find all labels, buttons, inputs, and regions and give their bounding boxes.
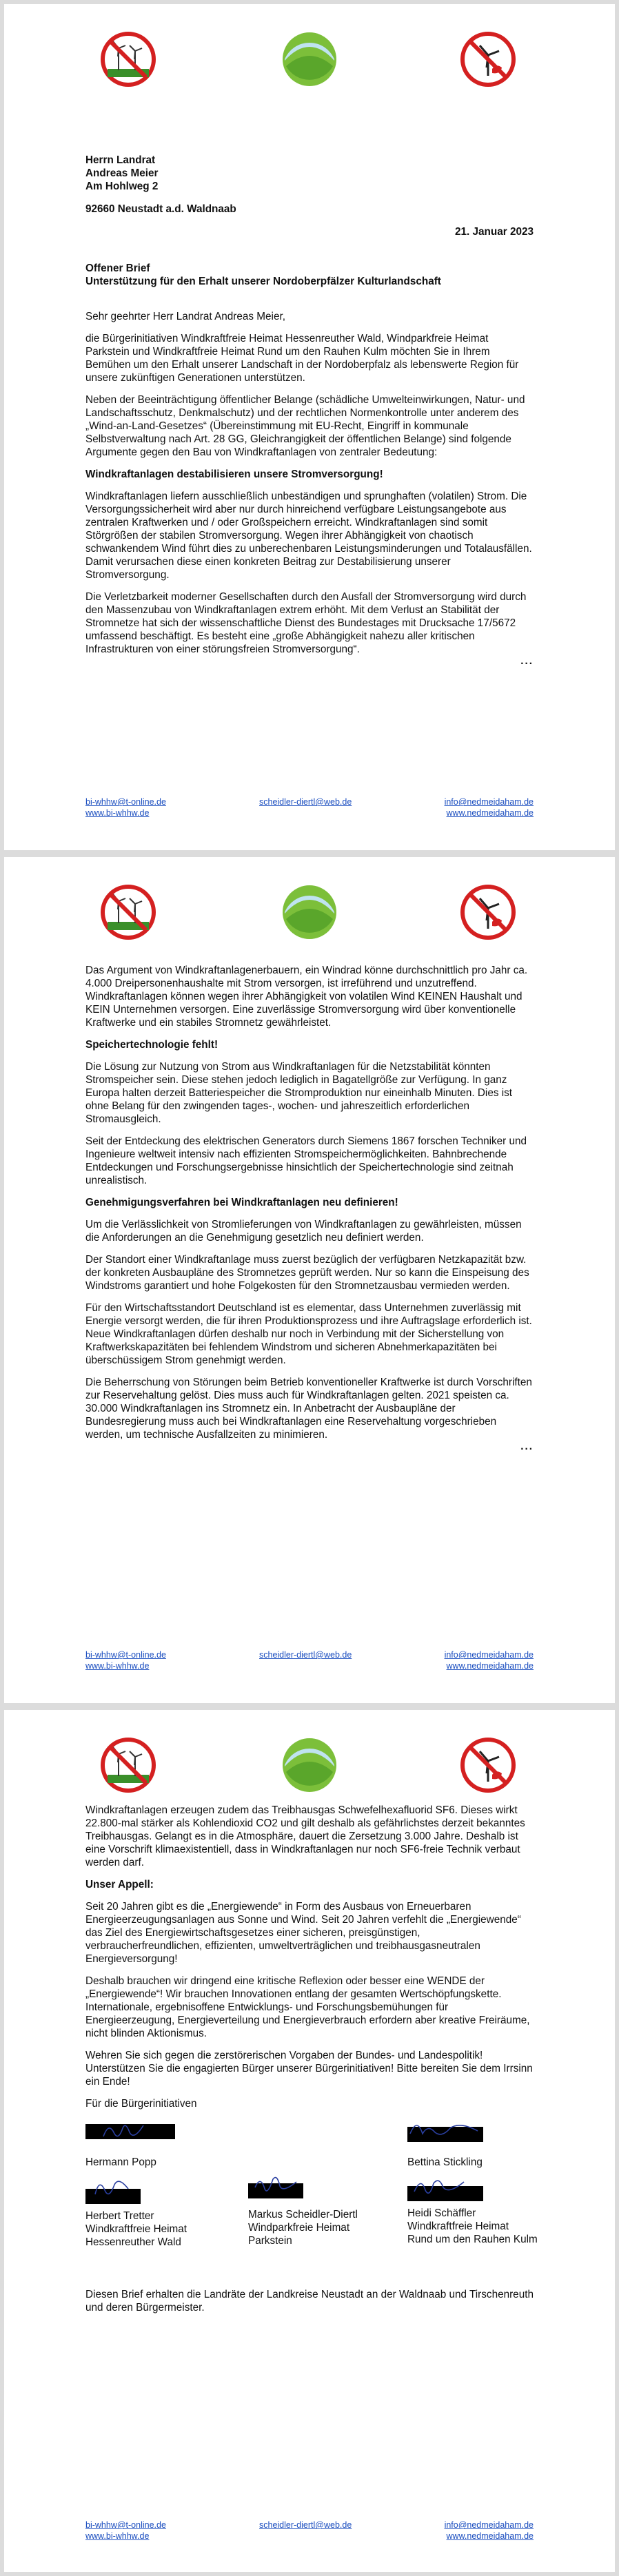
signer-org-line-1: Windkraftfreie Heimat xyxy=(85,2223,187,2235)
signer-org-line-2: Parkstein xyxy=(248,2235,292,2247)
footer-web-link[interactable]: www.bi-whhw.de xyxy=(85,2531,150,2541)
signature-schaeffler xyxy=(407,2182,545,2246)
footer-col-2 xyxy=(259,2520,352,2531)
signer-org-line-2: Hessenreuther Wald xyxy=(85,2236,181,2248)
closing: Für die Bürgerinitiativen xyxy=(85,2098,197,2110)
distribution-note: Diesen Brief erhalten die Landräte der Landkreise Neustadt an der Waldnaab und Tirschenreuth und deren Bürgermeister. xyxy=(85,2289,534,2314)
footer-email-link[interactable]: info@nedmeidaham.de xyxy=(444,1650,534,1660)
logo-row xyxy=(4,30,615,92)
letter-body-page-3 xyxy=(85,1804,538,2323)
paragraph: Für den Wirtschaftsstandort Deutschland ist es elementar, dass Unternehmen zuverlässig mit Energie versorgt werden, die für ihren Produktionsprozess und ihre Auftragslage erforderlich ist. Neue Windkraftanlagen dürfen deshalb nur noch in Verbindung mit der Sicherstellung von Kraftwerkskapazitäten bei fehlendem Windstrom und sicheren Abnehmerkapazitäten bei überschüssigem Strom genehmigt werden. xyxy=(85,1302,532,1366)
turbine-crossed-logo xyxy=(459,30,517,88)
recipient-city: 92660 Neustadt a.d. Waldnaab xyxy=(85,203,236,215)
recipient-name: Andreas Meier xyxy=(85,167,159,179)
signer-name: Markus Scheidler-Diertl xyxy=(248,2209,358,2220)
green-hill-logo xyxy=(281,1736,338,1794)
footer-email-link[interactable]: scheidler-diertl@web.de xyxy=(259,2520,352,2530)
signature-popp xyxy=(85,2124,182,2169)
letter-page-3 xyxy=(4,1710,615,2572)
subject-line-2: Unterstützung für den Erhalt unserer Nordoberpfälzer Kulturlandschaft xyxy=(85,276,441,287)
logo-row xyxy=(4,883,615,945)
letter-page-1 xyxy=(4,4,615,850)
handwritten-signature xyxy=(407,2117,483,2141)
wind-turbines-crossed-logo xyxy=(99,30,157,88)
footer-email-link[interactable]: scheidler-diertl@web.de xyxy=(259,1650,352,1660)
footer-web-link[interactable]: www.nedmeidaham.de xyxy=(446,1661,534,1671)
paragraph: Seit der Entdeckung des elektrischen Generators durch Siemens 1867 forschen Techniker und Ingenieure weltweit intensiv nach effizienten Stromspeichermöglichkeiten. Bahnbrechende Entdeckungen und Forschungsergebnisse hinsichtlich der Speichertechnologie sind zeitnah unrealistisch. xyxy=(85,1135,527,1186)
handwritten-signature xyxy=(92,2175,134,2198)
footer-col-1 xyxy=(85,796,166,818)
section-heading: Windkraftanlagen destabilisieren unsere Stromversorgung! xyxy=(85,468,383,480)
letter-subject xyxy=(85,262,534,288)
green-hill-logo xyxy=(281,30,338,88)
footer-web-link[interactable]: www.bi-whhw.de xyxy=(85,808,150,818)
wind-turbines-crossed-logo xyxy=(99,1736,157,1794)
footer-email-link[interactable]: info@nedmeidaham.de xyxy=(444,2520,534,2530)
salutation: Sehr geehrter Herr Landrat Andreas Meier, xyxy=(85,311,285,322)
paragraph: Die Beherrschung von Störungen beim Betrieb konventioneller Kraftwerke ist durch Vorschriften zur Reservehaltung gelöst. Dies muss auch für Windkraftanlagen gelten. 2021 speisten ca. 30.000 Windkraftanlagen ins Stromnetz ein. In Anbetracht der Ausbaupläne der Bundesregierung muss auch bei Windkraftanlagen eine Reservehaltung vorgeschrieben werden, um technische Ausfallzeiten zu minimieren. xyxy=(85,1377,532,1441)
paragraph: Neben der Beeinträchtigung öffentlicher Belange (schädliche Umwelteinwirkungen, Natur- und Landschaftsschutz, Denkmalschutz) und der rechtlichen Normenkontrolle unter anderem des „Wind-an-Land-Gesetzes“ (Übereinstimmung mit EU-Recht, Eingriff in kommunale Selbstverwaltung nach Art. 28 GG, Gleichrangigkeit der öffentlichen Belange) sind folgende Argumente gegen den Bau von Windkraftanlagen von zentraler Bedeutung: xyxy=(85,394,525,458)
turbine-crossed-logo xyxy=(459,883,517,941)
recipient-address xyxy=(85,154,534,216)
paragraph: Windkraftanlagen erzeugen zudem das Treibhausgas Schwefelhexafluorid SF6. Dieses wirkt 22.800-mal stärker als Kohlendioxid CO2 und gilt deshalb als gefährlichstes derzeit bekanntes Treibhausgas. Gelangt es in die Atmosphäre, dauert die Zersetzung 3.000 Jahre. Deshalb ist eine Vorschrift klimaexistentiell, dass in Windkraftanlagen nur noch SF6-freie Technik verbaut werden darf. xyxy=(85,1804,525,1868)
handwritten-signature xyxy=(412,2174,467,2197)
footer-col-3 xyxy=(445,2520,534,2542)
paragraph: Der Standort einer Windkraftanlage muss zuerst bezüglich der verfügbaren Netzkapazität bzw. der konkreten Ausbaupläne des Stromnetzes geprüft werden. Nur so kann die Einspeisung des Windstroms garantiert und hohe Folgekosten für den Stromnetzausbau vermieden werden. xyxy=(85,1254,529,1292)
footer-web-link[interactable]: www.bi-whhw.de xyxy=(85,1661,150,1671)
letter-date: 21. Januar 2023 xyxy=(455,226,534,238)
handwritten-signature xyxy=(101,2119,149,2142)
footer-email-link[interactable]: bi-whhw@t-online.de xyxy=(85,2520,166,2530)
turbine-crossed-logo xyxy=(459,1736,517,1794)
green-hill-logo xyxy=(281,883,338,941)
footer-email-link[interactable]: bi-whhw@t-online.de xyxy=(85,1650,166,1660)
signature-tretter xyxy=(85,2182,223,2249)
recipient-title: Herrn Landrat xyxy=(85,154,156,166)
paragraph: die Bürgerinitiativen Windkraftfreie Heimat Hessenreuther Wald, Windparkfreie Heimat Parkstein und Windkraftfreie Heimat Rund um den Rauhen Kulm möchten Sie in Ihrem Bemühen um den Erhalt unserer Landschaft in der Nordoberpfalz als lebenswerte Region für unsere zukünftigen Generationen unterstützen. xyxy=(85,333,519,384)
signature-stickling xyxy=(407,2124,538,2169)
signer-name: Herbert Tretter xyxy=(85,2210,154,2222)
signer-name: Hermann Popp xyxy=(85,2156,156,2168)
signer-name: Heidi Schäffler xyxy=(407,2207,476,2219)
footer-web-link[interactable]: www.nedmeidaham.de xyxy=(446,808,534,818)
continuation-dots: ... xyxy=(520,655,534,667)
footer-email-link[interactable]: info@nedmeidaham.de xyxy=(444,797,534,807)
paragraph: Wehren Sie sich gegen die zerstörerischen Vorgaben der Bundes- und Landespolitik! Unterstützen Sie die engagierten Bürger unserer Bürgerinitiativen! Bitte bereiten Sie dem Irrsinn ein Ende! xyxy=(85,2050,533,2088)
letter-page-2 xyxy=(4,857,615,1703)
footer-web-link[interactable]: www.nedmeidaham.de xyxy=(446,2531,534,2541)
handwritten-signature xyxy=(252,2172,301,2196)
footer-col-2 xyxy=(259,1649,352,1660)
signature-block xyxy=(85,2113,538,2265)
section-heading: Unser Appell: xyxy=(85,1879,154,1890)
letter-body-page-1 xyxy=(85,154,534,668)
paragraph: Deshalb brauchen wir dringend eine kritische Reflexion oder besser eine WENDE der „Energiewende“! Wir brauchen Innovationen entlang der gesamten Wertschöpfungskette. Internationale, ergebnisoffene Entwicklungs- und Forschungsbemühungen für Energieerzeugung, Energieverteilung und Energieverbrauch erfordern aber kreative Freiräume, nicht blinden Aktionismus. xyxy=(85,1975,530,2039)
logo-row xyxy=(4,1736,615,1798)
section-heading: Speichertechnologie fehlt! xyxy=(85,1039,219,1051)
subject-line-1: Offener Brief xyxy=(85,262,150,274)
recipient-street: Am Hohlweg 2 xyxy=(85,181,159,192)
paragraph: Seit 20 Jahren gibt es die „Energiewende“ in Form des Ausbaus von Erneuerbaren Energieerzeugungsanlagen aus Sonne und Wind. Seit 20 Jahren verfehlt die „Energiewende“ das Ziel des Energiewirtschaftsgesetzes einer sicheren, preisgünstigen, verbraucherfreundlichen, effizienten, umweltverträglichen und treibhausgasneutralen Energieversorgung! xyxy=(85,1901,521,1965)
signer-org-line-1: Windkraftfreie Heimat xyxy=(407,2220,509,2232)
footer-col-3 xyxy=(445,1649,534,1671)
footer-col-1 xyxy=(85,1649,166,1671)
signer-name: Bettina Stickling xyxy=(407,2156,483,2168)
signer-org-line-2: Rund um den Rauhen Kulm xyxy=(407,2234,538,2245)
paragraph: Die Verletzbarkeit moderner Gesellschaften durch den Ausfall der Stromversorgung wird durch den Massenzubau von Windkraftanlagen extrem erhöht. Mit dem Verlust an Stabilität der Stromnetze hat sich der wissenschaftliche Dienst des Bundestages mit Drucksache 17/5672 umfassend beschäftigt. Es besteht eine „große Abhängigkeit nahezu aller kritischen Infrastrukturen von einer störungsfreien Stromversorgung“. xyxy=(85,591,527,655)
footer-col-2 xyxy=(259,796,352,807)
paragraph: Die Lösung zur Nutzung von Strom aus Windkraftanlagen für die Netzstabilität könnten Stromspeicher sein. Diese stehen jedoch lediglich in Bagatellgröße zur Verfügung. In ganz Europa halten derzeit Batteriespeicher die Stromproduktion nur eineinhalb Minuten. Dies ist ohne Belang für den zwingenden tages-, wochen- und jahreszeitlich erforderlichen Stromausgleich. xyxy=(85,1061,513,1125)
footer-email-link[interactable]: bi-whhw@t-online.de xyxy=(85,797,166,807)
footer-col-1 xyxy=(85,2520,166,2542)
footer-email-link[interactable]: scheidler-diertl@web.de xyxy=(259,797,352,807)
signature-scheidler-diertl xyxy=(248,2174,393,2247)
continuation-dots: ... xyxy=(520,1441,534,1452)
section-heading: Genehmigungsverfahren bei Windkraftanlagen neu definieren! xyxy=(85,1197,398,1208)
paragraph: Um die Verlässlichkeit von Stromlieferungen von Windkraftanlagen zu gewährleisten, müssen die Anforderungen an die Genehmigung gesetzlich neu definiert werden. xyxy=(85,1219,522,1244)
signer-org-line-1: Windparkfreie Heimat xyxy=(248,2222,350,2234)
paragraph: Das Argument von Windkraftanlagenerbauern, ein Windrad könne durchschnittlich pro Jahr ca. 4.000 Dreipersonenhaushalte mit Strom versorgen, ist irreführend und unzutreffend. Windkraftanlagen können wegen ihrer Abhängigkeit von volatilen Wind KEINEN Haushalt und KEIN Unternehmen versorgen. Eine zuverlässige Stromversorgung wird über konventionelle Kraftwerke und ein stabiles Stromnetz gewährleistet. xyxy=(85,965,528,1029)
footer-col-3 xyxy=(445,796,534,818)
paragraph: Windkraftanlagen liefern ausschließlich unbeständigen und sprunghaften (volatilen) Strom. Die Versorgungssicherheit wird aber nur durch hinreichend verfügbare Leistungsangebote aus zentralen Kraftwerken und / oder Großspeichern erreicht. Windkraftanlagen sind somit Störgrößen der stabilen Stromversorgung. Wegen ihrer Abhängigkeit von chaotisch schwankendem Wind führt dies zu unberechenbaren Leistungsminderungen und Totalausfällen. Damit verursachen diese einen konkreten Beitrag zur Destabilisierung unserer Stromversorgung. xyxy=(85,491,532,581)
letter-body-page-2 xyxy=(85,964,534,1453)
wind-turbines-crossed-logo xyxy=(99,883,157,941)
